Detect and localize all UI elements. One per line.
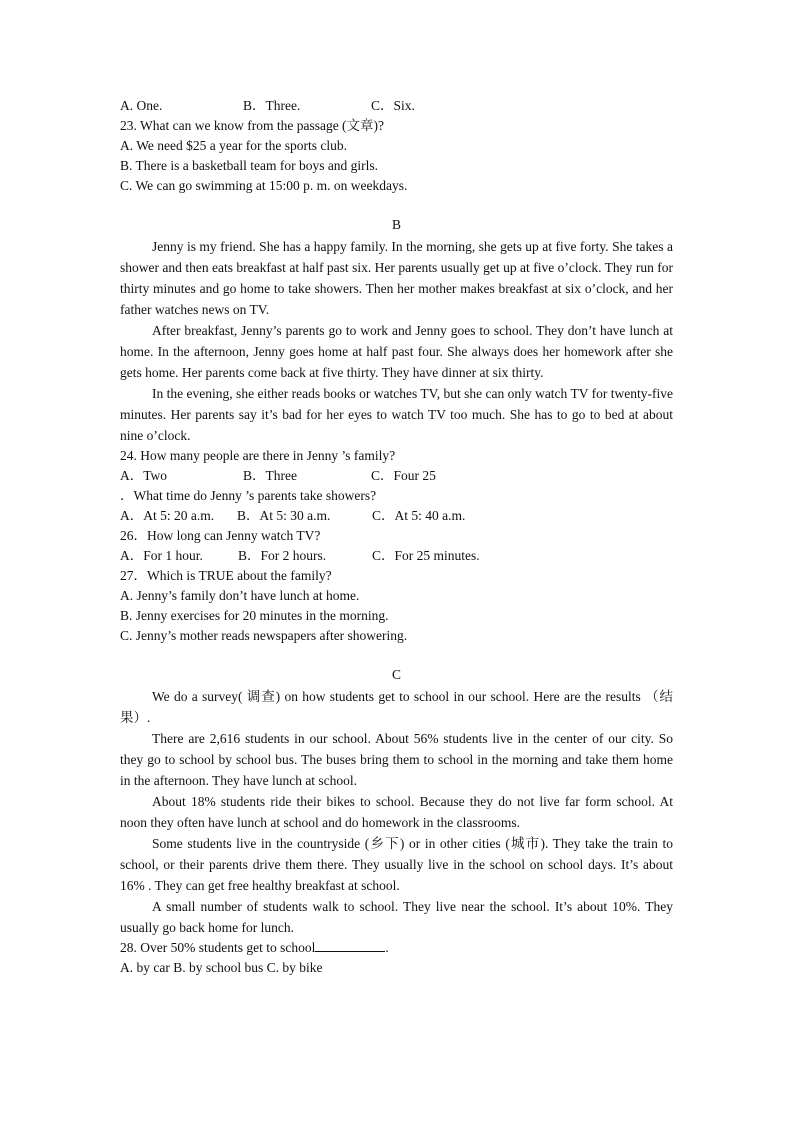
section-c-paragraph-2: There are 2,616 students in our school. About 56% students live in the center of our city. So they go to school by school bus. The buses bring them to school in the morning and take them home in the afternoon. They have lunch at school. [120, 731, 673, 788]
q28-question: 28. Over 50% students get to school [120, 940, 316, 955]
q25-option-a: A．At 5: 20 a.m. [120, 508, 215, 523]
q23-question: 23. What can we know from the passage (文章)? [120, 118, 385, 133]
q24-question: 24. How many people are there in Jenny ’s family? [120, 448, 396, 463]
q28-answer-blank[interactable] [315, 939, 385, 952]
q24-options [120, 466, 673, 486]
q22-option-a: A. One. [120, 98, 163, 113]
section-c-paragraph-1: We do a survey( 调查) on how students get to school in our school. Here are the results （结果）. [120, 689, 673, 725]
q25-question: ．What time do Jenny ’s parents take showers? [120, 488, 377, 503]
q23-option-c: C. We can go swimming at 15:00 p. m. on weekdays. [120, 178, 408, 193]
section-b-paragraph-3: In the evening, she either reads books or watches TV, but she can only watch TV for twenty-five minutes. Her parents say it’s bad for her eyes to watch TV too much. She has to go to bed at about nine o’clock. [120, 386, 673, 443]
q26-question: 26．How long can Jenny watch TV? [120, 528, 321, 543]
section-c-paragraph-4: Some students live in the countryside (乡下) or in other cities (城市). They take the train to school, or their parents drive them there. They usually live in the school on school days. It’s about 16% . They can get free healthy breakfast at school. [120, 836, 673, 893]
q28-question-end: . [385, 940, 389, 955]
q27-option-a: A. Jenny’s family don’t have lunch at home. [120, 588, 360, 603]
q26-option-a: A．For 1 hour. [120, 548, 203, 563]
section-b-paragraph-2: After breakfast, Jenny’s parents go to work and Jenny goes to school. They don’t have lunch at home. In the afternoon, Jenny goes home at half past four. She always does her homework after she gets home. Her parents come back at five thirty. They have dinner at six thirty. [120, 323, 673, 380]
q25-option-c: C．At 5: 40 a.m. [372, 508, 466, 523]
q25-options [120, 506, 673, 526]
q23-option-b: B. There is a basketball team for boys and girls. [120, 158, 379, 173]
q27-question: 27．Which is TRUE about the family? [120, 568, 332, 583]
document-content [120, 96, 673, 978]
q22-option-c: C．Six. [371, 98, 415, 113]
q28-question-line [120, 938, 673, 958]
section-c-paragraph-5: A small number of students walk to school. They live near the school. It’s about 10%. They usually go back home for lunch. [120, 899, 673, 935]
section-b-paragraph-1: Jenny is my friend. She has a happy family. In the morning, she gets up at five forty. She takes a shower and then eats breakfast at half past six. Her parents usually get up at five o’clock. They run for thirty minutes and go home to take showers. Then her mother makes breakfast at six o’clock, and her father watches news on TV. [120, 239, 673, 317]
q26-options [120, 546, 673, 566]
q23-option-a: A. We need $25 a year for the sports club. [120, 138, 347, 153]
q26-option-c: C．For 25 minutes. [372, 548, 480, 563]
section-b-heading: B [391, 217, 401, 232]
q27-option-b: B. Jenny exercises for 20 minutes in the morning. [120, 608, 389, 623]
q25-option-b: B．At 5: 30 a.m. [237, 508, 331, 523]
q27-option-c: C. Jenny’s mother reads newspapers after showering. [120, 628, 408, 643]
q28-options: A. by car B. by school bus C. by bike [120, 960, 323, 975]
q24-option-b: B．Three [243, 468, 297, 483]
q24-option-c: C．Four 25 [371, 468, 436, 483]
q22-option-b: B．Three. [243, 98, 301, 113]
q24-option-a: A．Two [120, 468, 168, 483]
section-c-heading: C [391, 667, 401, 682]
q26-option-b: B．For 2 hours. [238, 548, 327, 563]
section-c-paragraph-3: About 18% students ride their bikes to school. Because they do not live far form school. At noon they often have lunch at school and do homework in the classrooms. [120, 794, 673, 830]
q22-options [120, 96, 673, 116]
